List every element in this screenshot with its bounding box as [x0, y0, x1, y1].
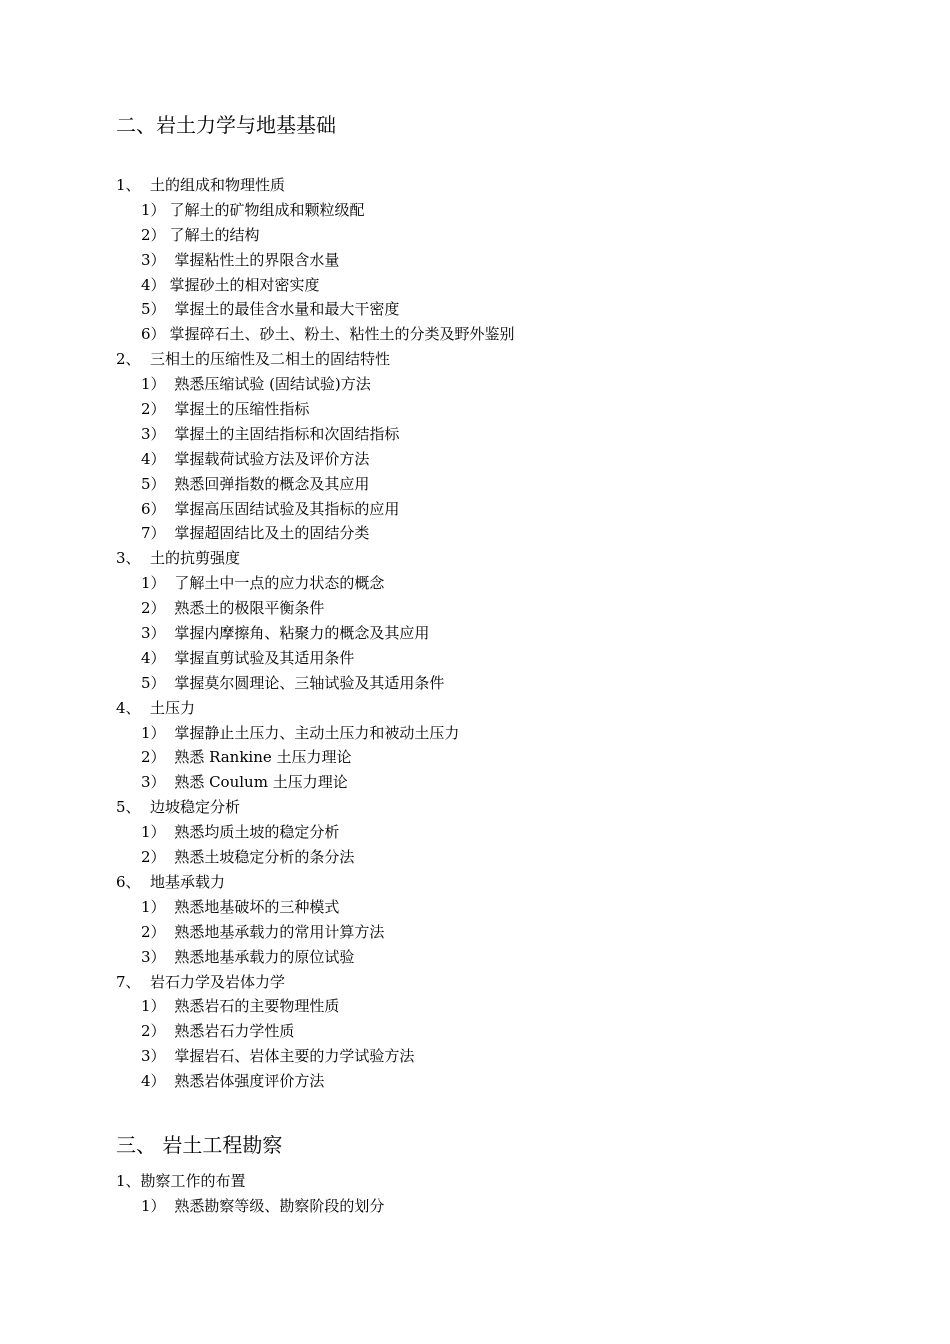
- item-text: 熟悉岩石的主要物理性质: [169, 997, 340, 1016]
- list-item: [116, 497, 515, 522]
- item-text: 掌握土的主固结指标和次固结指标: [169, 424, 400, 443]
- item-number: 3）: [141, 424, 166, 443]
- list-item: [116, 621, 515, 646]
- list-item: [116, 920, 515, 945]
- item-number: 2）: [141, 848, 166, 867]
- topic-title: 边坡稳定分析: [150, 798, 241, 817]
- item-text: 掌握砂土的相对密实度: [169, 275, 320, 294]
- item-text: 熟悉地基破坏的三种模式: [169, 897, 340, 916]
- item-number: 2）: [141, 922, 166, 941]
- topic-heading: [116, 546, 515, 571]
- list-item: [116, 1194, 384, 1219]
- item-number: 1）: [141, 375, 166, 394]
- item-number: 2）: [141, 225, 166, 244]
- list-item: [116, 422, 515, 447]
- item-number: 4）: [141, 1072, 166, 1091]
- item-text: 掌握土的最佳含水量和最大干密度: [169, 300, 400, 319]
- list-item: [116, 397, 515, 422]
- item-number: 1）: [141, 574, 166, 593]
- item-number: 5）: [141, 474, 166, 493]
- item-text: 掌握粘性土的界限含水量: [169, 250, 340, 269]
- list-item: [116, 770, 515, 795]
- section-outline: [116, 1169, 384, 1219]
- item-number: 1）: [141, 1196, 166, 1215]
- list-item: [116, 571, 515, 596]
- topic-heading: [116, 696, 515, 721]
- topic-number: 7、: [116, 972, 141, 991]
- list-item: [116, 820, 515, 845]
- item-text: 掌握土的压缩性指标: [169, 400, 310, 419]
- list-item: [116, 322, 515, 347]
- item-text: 掌握载荷试验方法及评价方法: [169, 449, 370, 468]
- list-item: [116, 745, 515, 770]
- item-text: 了解土的结构: [169, 225, 260, 244]
- item-text: 掌握内摩擦角、粘聚力的概念及其应用: [169, 624, 430, 643]
- list-item: [116, 895, 515, 920]
- topic-title: 岩石力学及岩体力学: [150, 972, 286, 991]
- item-number: 1）: [141, 997, 166, 1016]
- topic-number: 1、: [116, 1172, 141, 1190]
- item-text: 掌握高压固结试验及其指标的应用: [169, 499, 400, 518]
- list-item: [116, 198, 515, 223]
- item-number: 7）: [141, 524, 166, 543]
- section-title: 二、岩土力学与地基基础: [116, 113, 336, 137]
- list-item: [116, 721, 515, 746]
- item-text: 掌握静止土压力、主动土压力和被动土压力: [169, 723, 460, 742]
- topic-number: 1、: [116, 176, 141, 194]
- item-text: 熟悉压缩试验 (固结试验)方法: [169, 375, 371, 394]
- list-item: [116, 223, 515, 248]
- topic-heading: [116, 1169, 384, 1194]
- item-number: 1）: [141, 897, 166, 916]
- list-item: [116, 273, 515, 298]
- item-text: 掌握莫尔圆理论、三轴试验及其适用条件: [169, 673, 445, 692]
- item-text: 熟悉土的极限平衡条件: [169, 599, 325, 618]
- section-title: 三、 岩土工程勘察: [116, 1133, 283, 1157]
- topic-number: 4、: [116, 698, 141, 717]
- topic-heading: [116, 347, 515, 372]
- item-text: 熟悉勘察等级、勘察阶段的划分: [169, 1196, 385, 1215]
- topic-title: 土的组成和物理性质: [150, 176, 286, 194]
- list-item: [116, 994, 515, 1019]
- list-item: [116, 447, 515, 472]
- item-number: 1）: [141, 200, 166, 219]
- topic-title: 勘察工作的布置: [140, 1172, 246, 1190]
- topic-number: 6、: [116, 872, 141, 891]
- item-text: 了解土中一点的应力状态的概念: [169, 574, 385, 593]
- item-text: 掌握岩石、岩体主要的力学试验方法: [169, 1047, 415, 1066]
- list-item: [116, 646, 515, 671]
- list-item: [116, 297, 515, 322]
- item-text: 熟悉 Rankine 土压力理论: [169, 748, 352, 767]
- section-outline: [116, 173, 515, 1094]
- list-item: [116, 1044, 515, 1069]
- list-item: [116, 521, 515, 546]
- item-number: 5）: [141, 300, 166, 319]
- topic-number: 3、: [116, 549, 141, 568]
- item-text: 熟悉回弹指数的概念及其应用: [169, 474, 370, 493]
- item-number: 2）: [141, 1022, 166, 1041]
- topic-title: 地基承载力: [150, 872, 226, 891]
- item-number: 4）: [141, 648, 166, 667]
- item-number: 6）: [141, 499, 166, 518]
- item-text: 熟悉 Coulum 土压力理论: [169, 773, 348, 792]
- list-item: [116, 945, 515, 970]
- topic-heading: [116, 870, 515, 895]
- item-number: 4）: [141, 449, 166, 468]
- item-text: 熟悉岩石力学性质: [169, 1022, 295, 1041]
- item-number: 6）: [141, 325, 166, 344]
- item-text: 了解土的矿物组成和颗粒级配: [169, 200, 365, 219]
- list-item: [116, 1019, 515, 1044]
- list-item: [116, 596, 515, 621]
- topic-heading: [116, 970, 515, 995]
- item-number: 4）: [141, 275, 166, 294]
- item-text: 熟悉均质土坡的稳定分析: [169, 823, 340, 842]
- item-number: 3）: [141, 773, 166, 792]
- topic-title: 三相土的压缩性及二相土的固结特性: [150, 350, 391, 369]
- item-number: 5）: [141, 673, 166, 692]
- list-item: [116, 372, 515, 397]
- item-text: 掌握碎石土、砂土、粉土、粘性土的分类及野外鉴别: [169, 325, 515, 344]
- item-number: 3）: [141, 1047, 166, 1066]
- item-text: 熟悉地基承载力的原位试验: [169, 947, 355, 966]
- list-item: [116, 1069, 515, 1094]
- topic-title: 土的抗剪强度: [150, 549, 241, 568]
- topic-number: 5、: [116, 798, 141, 817]
- item-number: 1）: [141, 723, 166, 742]
- list-item: [116, 671, 515, 696]
- topic-title: 土压力: [150, 698, 196, 717]
- topic-heading: [116, 173, 515, 198]
- item-number: 1）: [141, 823, 166, 842]
- item-text: 掌握直剪试验及其适用条件: [169, 648, 355, 667]
- item-number: 3）: [141, 947, 166, 966]
- item-text: 熟悉岩体强度评价方法: [169, 1072, 325, 1091]
- item-number: 3）: [141, 624, 166, 643]
- item-number: 3）: [141, 250, 166, 269]
- item-number: 2）: [141, 400, 166, 419]
- list-item: [116, 248, 515, 273]
- list-item: [116, 472, 515, 497]
- item-number: 2）: [141, 748, 166, 767]
- item-text: 掌握超固结比及土的固结分类: [169, 524, 370, 543]
- item-text: 熟悉地基承载力的常用计算方法: [169, 922, 385, 941]
- list-item: [116, 845, 515, 870]
- item-text: 熟悉土坡稳定分析的条分法: [169, 848, 355, 867]
- topic-heading: [116, 795, 515, 820]
- topic-number: 2、: [116, 350, 141, 369]
- item-number: 2）: [141, 599, 166, 618]
